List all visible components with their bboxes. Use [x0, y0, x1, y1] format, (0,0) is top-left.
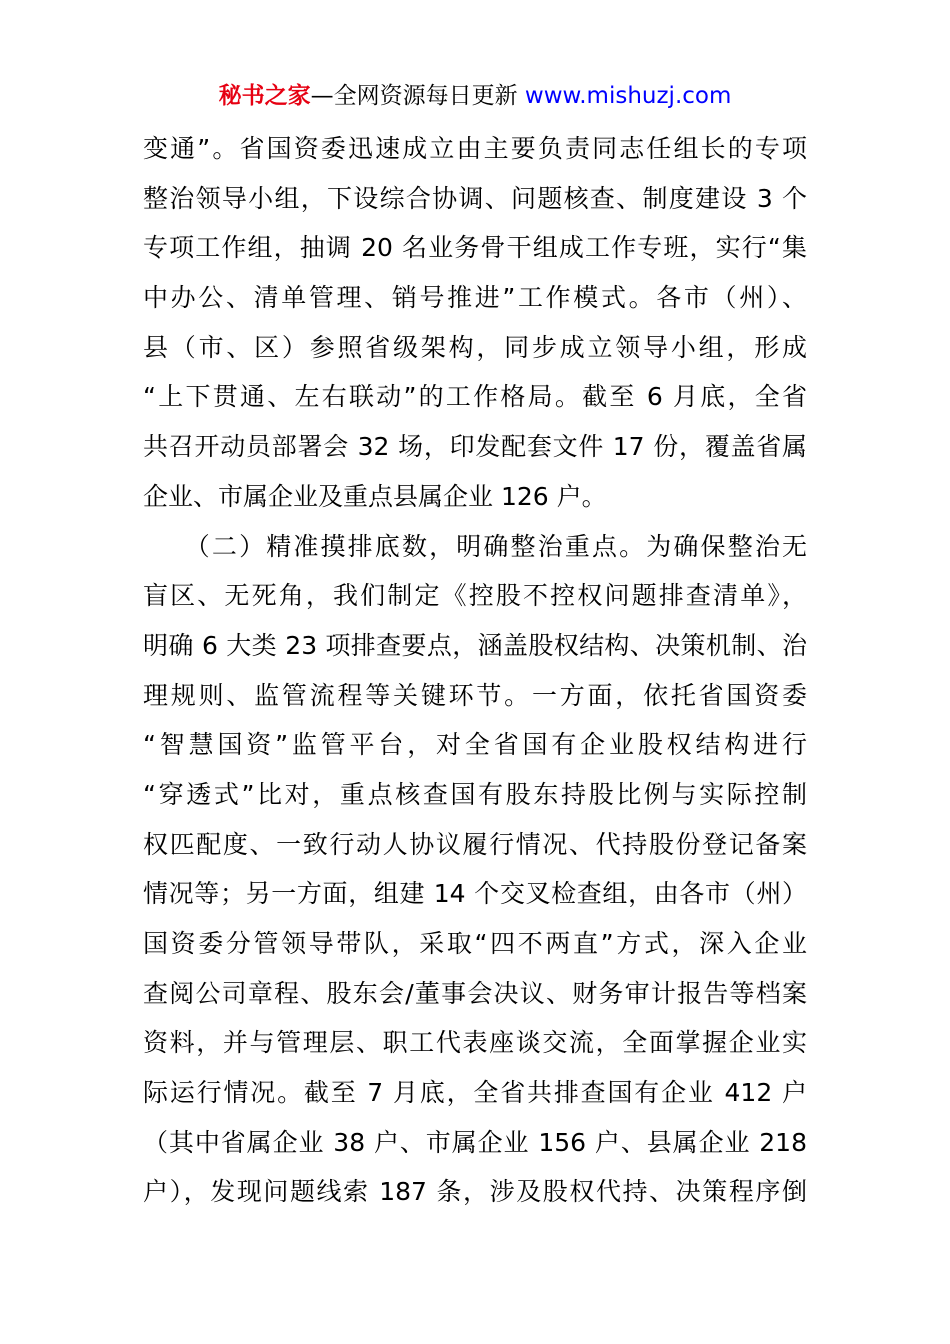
- text-line: “穿透式”比对，重点核查国有股东持股比例与实际控制: [143, 779, 807, 809]
- text-line: 资料，并与管理层、职工代表座谈交流，全面掌握企业实: [143, 1028, 807, 1058]
- section-heading-line: （二）精准摸排底数，明确整治重点。为确保整治无: [143, 531, 807, 561]
- text-line: 理规则、监管流程等关键环节。一方面，依托省国资委: [143, 680, 807, 710]
- text-line: 中办公、清单管理、销号推进”工作模式。各市（州）、: [143, 283, 807, 313]
- text-line: 际运行情况。截至 7 月底，全省共排查国有企业 412 户: [143, 1078, 807, 1108]
- text-line: 权匹配度、一致行动人协议履行情况、代持股份登记备案: [143, 829, 807, 859]
- text-line: “智慧国资”监管平台，对全省国有企业股权结构进行: [143, 730, 807, 760]
- text-line: 国资委分管领导带队，采取“四不两直”方式，深入企业: [143, 929, 807, 958]
- text-line: 共召开动员部署会 32 场，印发配套文件 17 份，覆盖省属: [143, 432, 807, 462]
- text-line: 专项工作组，抽调 20 名业务骨干组成工作专班，实行“集: [143, 233, 807, 263]
- site-watermark-header: [0, 80, 950, 112]
- text-line: 情况等；另一方面，组建 14 个交叉检查组，由各市（州）: [143, 879, 807, 909]
- paragraph-end-line: 企业、市属企业及重点县属企业 126 户。: [143, 481, 607, 511]
- brand-name: 秘书之家: [218, 83, 311, 109]
- text-line: 县（市、区）参照省级架构，同步成立领导小组，形成: [143, 332, 807, 362]
- text-line: （其中省属企业 38 户、市属企业 156 户、县属企业 218: [143, 1127, 807, 1157]
- text-line: 户），发现问题线索 187 条，涉及股权代持、决策程序倒: [143, 1177, 807, 1207]
- text-line: “上下贯通、左右联动”的工作格局。截至 6 月底，全省: [143, 382, 807, 412]
- text-line: 盲区、无死角，我们制定《控股不控权问题排查清单》，: [143, 581, 807, 611]
- document-body: [143, 124, 807, 1217]
- text-line: 明确 6 大类 23 项排查要点，涵盖股权结构、决策机制、治: [143, 630, 807, 660]
- text-line: 变通”。省国资委迅速成立由主要负责同志任组长的专项: [143, 134, 807, 163]
- brand-tagline: —全网资源每日更新: [310, 83, 518, 109]
- text-line: 查阅公司章程、股东会/董事会决议、财务审计报告等档案: [143, 978, 807, 1008]
- text-line: 整治领导小组，下设综合协调、问题核查、制度建设 3 个: [143, 183, 807, 213]
- site-url: www.mishuzj.com: [524, 83, 732, 109]
